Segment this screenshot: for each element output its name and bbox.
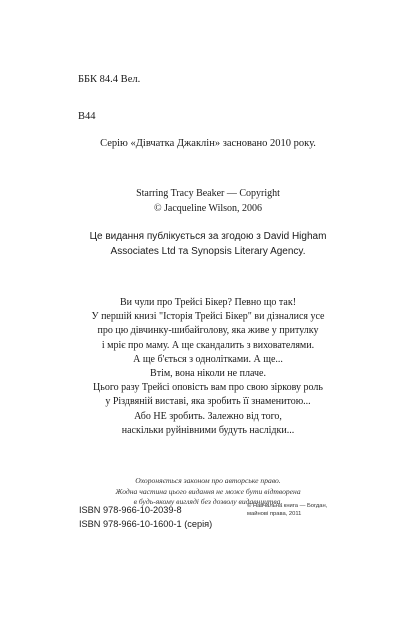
blurb-line: Втім, вона ніколи не плаче. — [150, 368, 266, 380]
publisher-copyright-line: майнові права, 2011 — [247, 511, 302, 517]
legal-notice-line: Охороняється законом про авторське право. — [135, 476, 281, 485]
blurb-line: Цього разу Трейсі оповість вам про свою зіркову роль — [93, 382, 323, 394]
blurb-line: Ви чули про Трейсі Бікер? Певно що так! — [119, 297, 297, 308]
original-copyright-line-1: Starring Tracy Beaker — Copyright — [136, 188, 280, 199]
permission-line-2: Associates Ltd та Synopsis Literary Agency. — [110, 246, 306, 257]
blurb-line: і мріє про маму. А ще скандалить з вихователями. — [101, 339, 315, 351]
blurb-line: У першій книзі "Історія Трейсі Бікер" ви дізналися усе — [91, 311, 325, 323]
blurb-line: Або НЕ зробить. Залежно від того, — [134, 410, 282, 422]
publisher-copyright-line: © Навчальна книга — Богдан, — [247, 503, 328, 509]
isbn-series: ISBN 978-966-10-1600-1 (серія) — [79, 519, 213, 529]
series-note: Серію «Дівчатка Джаклін» засновано 2010 року. — [100, 138, 316, 149]
blurb-line: про цю дівчинку-шибайголову, яка живе у притулку — [97, 325, 319, 337]
original-copyright-line-2: © Jacqueline Wilson, 2006 — [153, 203, 263, 214]
blurb-line: А ще б'ється з однолітками. А ще... — [133, 353, 283, 365]
publisher-copyright — [247, 502, 327, 518]
book-blurb — [0, 296, 416, 438]
permission-line-1: Це видання публікується за згодою з David Higham — [89, 231, 327, 242]
legal-notice-line: Жодна частина цього видання не може бути відтворена — [115, 486, 301, 496]
legal-notice-line: в будь-якому вигляді без дозволу видавництва. — [133, 497, 283, 506]
isbn-book: ISBN 978-966-10-2039-8 — [79, 505, 182, 515]
bbk-classification: ББК 84.4 Вел. — [78, 74, 141, 85]
blurb-line: у Різдвяній виставі, яка зробить її знаменитою... — [105, 396, 311, 408]
author-code: В44 — [78, 111, 96, 122]
blurb-line: наскільки руйнівними будуть наслідки... — [121, 424, 295, 436]
legal-notice — [0, 476, 416, 508]
